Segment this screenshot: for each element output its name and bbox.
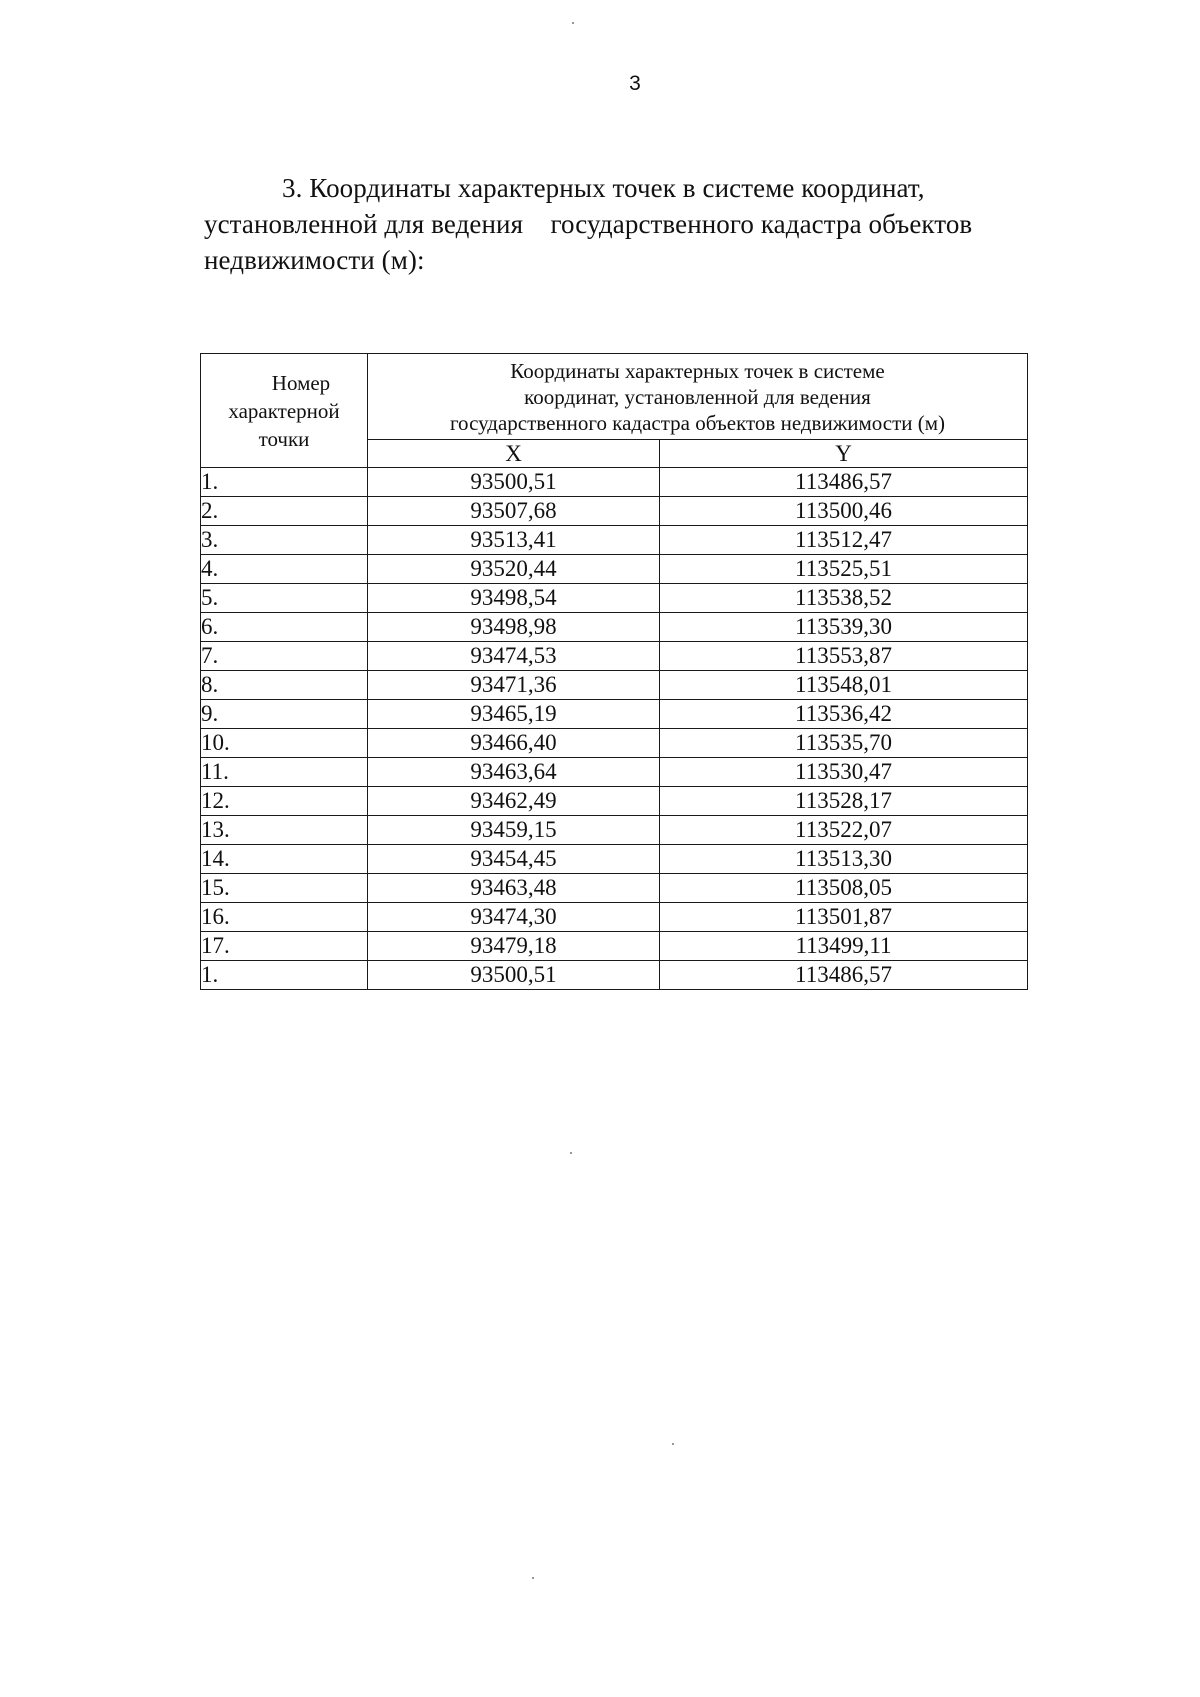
x-coordinate-cell: 93500,51	[368, 468, 660, 497]
point-number-cell: 17.	[201, 932, 368, 961]
y-coordinate-cell: 113486,57	[660, 468, 1028, 497]
y-coordinate-cell: 113508,05	[660, 874, 1028, 903]
x-coordinate-cell: 93471,36	[368, 671, 660, 700]
y-coordinate-cell: 113525,51	[660, 555, 1028, 584]
y-coordinate-cell: 113501,87	[660, 903, 1028, 932]
point-number-cell: 1.	[201, 468, 368, 497]
point-number-cell: 3.	[201, 526, 368, 555]
y-coordinate-cell: 113553,87	[660, 642, 1028, 671]
point-number-cell: 1.	[201, 961, 368, 990]
x-coordinate-cell: 93513,41	[368, 526, 660, 555]
section-heading-line-3: недвижимости (м):	[204, 245, 425, 275]
point-number-cell: 15.	[201, 874, 368, 903]
x-coordinate-cell: 93466,40	[368, 729, 660, 758]
point-number-cell: 11.	[201, 758, 368, 787]
page-number: 3	[629, 72, 641, 95]
point-number-cell: 9.	[201, 700, 368, 729]
table-row	[201, 932, 1028, 961]
y-coordinate-cell: 113548,01	[660, 671, 1028, 700]
table-row	[201, 584, 1028, 613]
point-number-cell: 12.	[201, 787, 368, 816]
y-coordinate-cell: 113486,57	[660, 961, 1028, 990]
x-coordinate-cell: 93454,45	[368, 845, 660, 874]
point-number-cell: 6.	[201, 613, 368, 642]
point-number-cell: 14.	[201, 845, 368, 874]
point-number-cell: 8.	[201, 671, 368, 700]
x-coordinate-cell: 93462,49	[368, 787, 660, 816]
coordinates-header-line: государственного кадастра объектов недвижимости (м)	[449, 410, 946, 435]
table-row	[201, 613, 1028, 642]
table-row	[201, 700, 1028, 729]
point-number-cell: 2.	[201, 497, 368, 526]
y-coordinate-cell: 113499,11	[660, 932, 1028, 961]
point-number-header	[201, 354, 368, 468]
point-number-cell: 5.	[201, 584, 368, 613]
point-number-cell: 10.	[201, 729, 368, 758]
table-row	[201, 787, 1028, 816]
table-row	[201, 816, 1028, 845]
x-coordinate-cell: 93459,15	[368, 816, 660, 845]
point-number-cell: 7.	[201, 642, 368, 671]
x-coordinate-cell: 93463,48	[368, 874, 660, 903]
table-row	[201, 526, 1028, 555]
table-row	[201, 903, 1028, 932]
x-coordinate-cell: 93465,19	[368, 700, 660, 729]
point-number-cell: 4.	[201, 555, 368, 584]
scan-speck	[532, 1577, 534, 1579]
y-coordinate-cell: 113538,52	[660, 584, 1028, 613]
table-row	[201, 758, 1028, 787]
point-number-header-line: Номер	[271, 370, 331, 395]
point-number-header-line: точки	[258, 426, 310, 451]
point-number-cell: 13.	[201, 816, 368, 845]
table-row	[201, 468, 1028, 497]
section-heading-line-1: 3. Координаты характерных точек в системе координат,	[282, 173, 925, 203]
table-row	[201, 671, 1028, 700]
x-coordinate-cell: 93507,68	[368, 497, 660, 526]
y-coordinate-cell: 113530,47	[660, 758, 1028, 787]
y-coordinate-cell: 113535,70	[660, 729, 1028, 758]
table-header-row	[201, 354, 1028, 440]
x-coordinate-cell: 93500,51	[368, 961, 660, 990]
y-coordinate-cell: 113500,46	[660, 497, 1028, 526]
scan-speck	[570, 1152, 572, 1154]
table-row	[201, 729, 1028, 758]
x-coordinate-cell: 93520,44	[368, 555, 660, 584]
x-column-header: X	[368, 440, 660, 468]
coordinates-header-line: Координаты характерных точек в системе	[510, 358, 885, 383]
x-coordinate-cell: 93498,98	[368, 613, 660, 642]
y-coordinate-cell: 113528,17	[660, 787, 1028, 816]
x-coordinate-cell: 93479,18	[368, 932, 660, 961]
table-row	[201, 497, 1028, 526]
y-coordinate-cell: 113522,07	[660, 816, 1028, 845]
point-number-header-line: характерной	[228, 398, 340, 423]
table-row	[201, 555, 1028, 584]
table-row	[201, 845, 1028, 874]
y-coordinate-cell: 113539,30	[660, 613, 1028, 642]
section-heading	[204, 170, 1024, 278]
scan-speck	[572, 22, 574, 24]
coordinates-header-line: координат, установленной для ведения	[524, 384, 871, 409]
table-row	[201, 961, 1028, 990]
y-column-header: Y	[660, 440, 1028, 468]
y-coordinate-cell: 113536,42	[660, 700, 1028, 729]
table-row	[201, 642, 1028, 671]
x-coordinate-cell: 93474,53	[368, 642, 660, 671]
section-heading-line-2: установленной для ведения государственного кадастра объектов	[204, 209, 973, 239]
point-number-cell: 16.	[201, 903, 368, 932]
coordinates-header	[368, 354, 1028, 440]
table-row	[201, 874, 1028, 903]
y-coordinate-cell: 113512,47	[660, 526, 1028, 555]
x-coordinate-cell: 93498,54	[368, 584, 660, 613]
x-coordinate-cell: 93474,30	[368, 903, 660, 932]
scan-speck	[672, 1443, 674, 1445]
x-coordinate-cell: 93463,64	[368, 758, 660, 787]
coordinates-table	[200, 353, 1028, 990]
y-coordinate-cell: 113513,30	[660, 845, 1028, 874]
